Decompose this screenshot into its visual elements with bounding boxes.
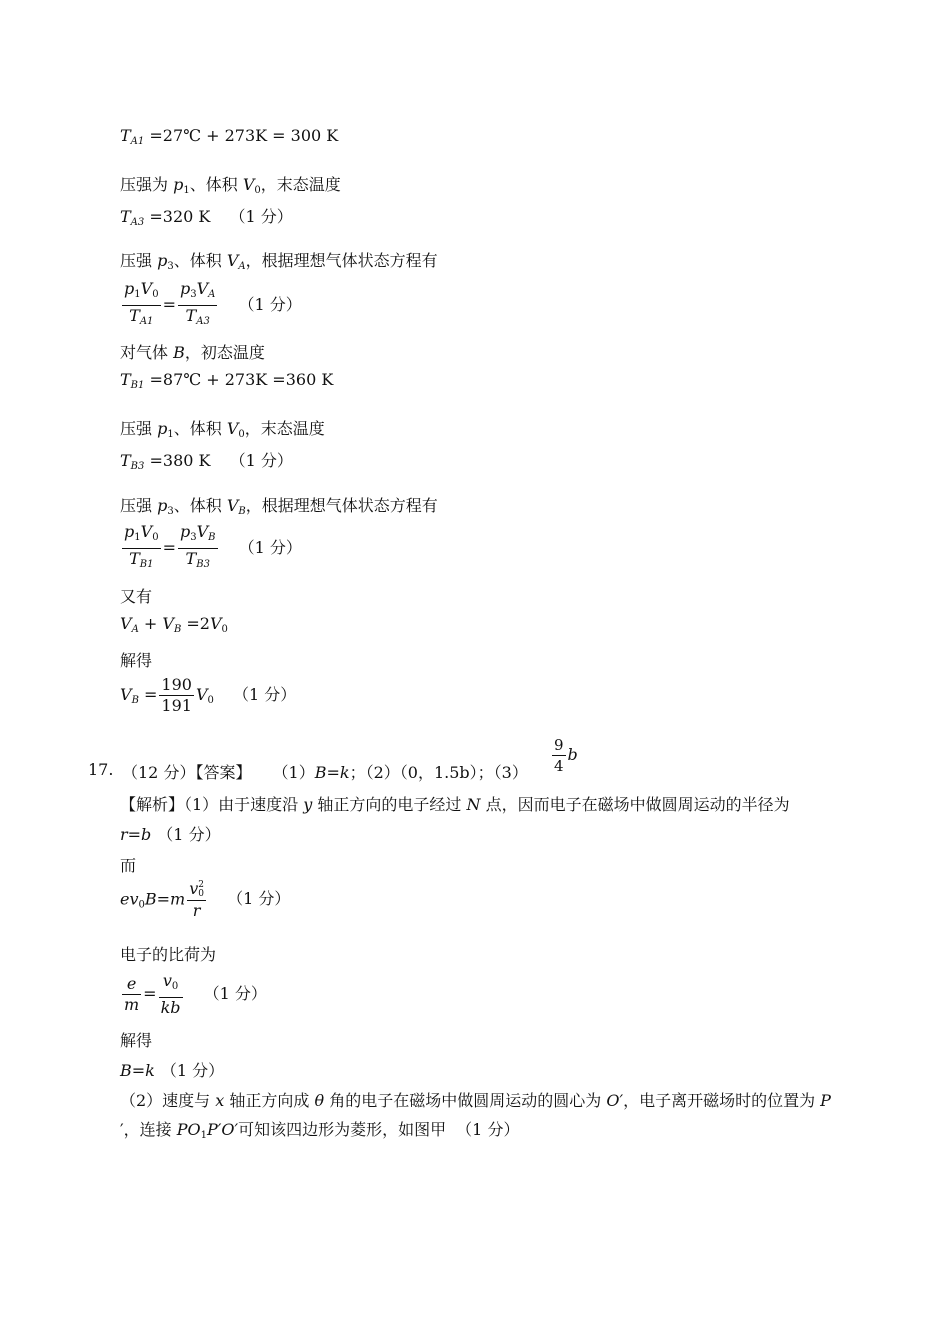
symbol-v: V [226,496,239,515]
symbol-v: V [120,614,132,633]
eq-tb1 [120,370,333,391]
fraction-right [178,280,217,331]
subscript: 1 [167,429,174,440]
subscript: 3 [167,261,174,272]
subscript: B1 [139,559,154,570]
subscript: 1 [134,289,141,300]
text: （2）速度与 [120,1091,216,1110]
text: ，电子离开磁场时的位置为 [623,1091,821,1110]
symbol-v: V [195,685,208,704]
text: ′，连接 [120,1120,177,1139]
score-label: （1 分） [203,984,267,1003]
denominator: kb [160,998,181,1017]
eq-r-b [120,822,221,845]
eq-tb1-value: =87℃ + 273K =360 K [149,370,334,389]
score-label: （1 分） [233,685,297,704]
subscript: 0 [254,185,261,196]
r-equals-b: r=b [120,825,152,844]
eq-ta1 [120,126,338,147]
symbol-t: T [120,451,131,470]
line-pressure-p3-a [120,248,438,272]
equals-two: =2 [186,614,210,633]
score-label: （1 分） [229,451,293,470]
symbol-v: V [209,614,222,633]
symbol-t: T [129,306,140,325]
text-jiede: 解得 [120,651,153,670]
score-label: （1 分） [238,295,302,314]
symbol-v: v [189,879,199,898]
text: 可知该四边形为菱形，如图甲 [238,1120,447,1139]
eq-ta1-value: =27℃ + 273K = 300 K [149,126,339,145]
symbol-n: N [466,795,481,814]
line-pressure-p1-a [120,172,341,196]
subscript: 0 [238,429,245,440]
subscript: 1 [134,532,141,543]
symbol-t: T [120,126,131,145]
text: ，末态温度 [244,419,325,438]
symbol-v: V [120,685,132,704]
denominator: r [192,900,201,920]
denominator: 4 [554,757,564,775]
text: 轴正方向的电子经过 [312,795,467,814]
symbol-v: V [140,279,153,298]
symbol-p: p [179,522,191,541]
symbol-v: V [162,614,174,633]
symbol-o-prime: O′ [606,1091,624,1110]
text: 、体积 [173,251,222,270]
subscript: 0 [207,695,214,706]
eq-state-a [120,280,302,331]
subscript: 3 [190,532,197,543]
text: 、体积 [173,496,222,515]
text-er: 而 [120,856,137,875]
symbol-t: T [185,549,197,568]
symbol-theta: θ [314,1091,325,1110]
score-label: （1 分） [157,825,221,844]
symbol-t: T [120,370,131,389]
text-youyou: 又有 [120,587,153,606]
symbol-b-eq-m: B=m [144,889,186,909]
fraction-e-m [122,975,141,1014]
text: 压强 [120,251,153,270]
text-jiede-2: 解得 [120,1031,153,1050]
score-label: （1 分） [160,1061,225,1080]
eq-charge-ratio [120,972,267,1017]
line-gas-b [120,340,265,363]
subscript: B3 [196,559,210,570]
subscript: 0 [138,899,145,911]
symbol-p: p [157,496,168,515]
subscript: A1 [139,316,154,327]
eq-tb3-value: =380 K [149,451,211,470]
score-label: （1 分） [456,1120,520,1139]
text: 轴正方向成 [224,1091,315,1110]
fraction-right [178,523,218,574]
subscript: 0 [221,624,228,635]
numerator: 9 [554,736,564,754]
subscript-a1: A1 [130,136,145,147]
symbol-x: x [215,1091,225,1110]
text: 点，因而电子在磁场中做圆周运动的半径为 [480,795,790,814]
subscript-b3: B3 [130,461,145,472]
fraction-190-191 [159,676,194,715]
subscript: A3 [196,316,210,327]
text: 、体积 [189,175,238,194]
symbol-y: y [303,795,313,814]
text: ，末态温度 [260,175,341,194]
fraction-v0-kb [159,972,183,1017]
eq-state-b [120,523,302,574]
answer-b-eq-k: B=k [314,763,350,782]
subscript: 0 [198,888,205,899]
fraction-left [122,523,161,574]
text: ，根据理想气体状态方程有 [245,496,438,515]
question-17-number: 17. [88,760,114,779]
text: 【解析】（1）由于速度沿 [120,795,304,814]
subscript: A [131,624,139,635]
subscript: B [208,532,216,543]
text: 压强为 [120,175,169,194]
eq-ta3-value: =320 K [149,207,211,226]
symbol-t: T [120,207,131,226]
eq-volume-sum [120,614,228,635]
symbol-t: T [185,306,197,325]
subscript: A [208,289,216,300]
text: （1） [272,763,315,782]
question-17-answer [122,760,528,783]
symbol-po: PO [176,1120,201,1139]
subscript: 0 [152,532,159,543]
text: 角的电子在磁场中做圆周运动的圆心为 [324,1091,607,1110]
text: ，根据理想气体状态方程有 [245,251,438,270]
subscript: 0 [171,981,179,992]
denominator: m [124,995,140,1014]
text: ，初态温度 [184,343,265,362]
symbol-v: V [242,175,255,194]
eq-b-k [120,1058,224,1081]
subscript: 3 [167,506,174,517]
subscript: B [131,695,139,706]
subscript-a3: A3 [130,217,145,228]
fraction-9-4-b [550,736,578,775]
part-2-line-1 [120,1088,831,1111]
analysis-paragraph-1 [120,792,790,815]
symbol-p: p [157,419,168,438]
superscript: 2 [198,879,205,890]
subscript-b1: B1 [130,380,145,391]
eq-vb-result [120,676,296,715]
subscript: 0 [152,289,159,300]
fraction-v2-r [187,880,206,920]
symbol-v: V [226,419,239,438]
text: ；（2）（0，1.5b）；（3） [349,763,528,782]
subscript: 1 [200,1130,207,1141]
line-pressure-p1-b [120,416,325,440]
symbol-v: V [196,522,209,541]
b-equals-k: B=k [120,1061,155,1080]
eq-tb3 [120,448,293,472]
symbol-p: P [820,1091,831,1110]
text: 压强 [120,496,153,515]
line-pressure-p3-b [120,493,438,517]
fraction-left [122,280,161,331]
answer-label: （12 分）【答案】 [122,763,252,782]
numerator: 190 [161,675,192,694]
subscript: B [238,506,246,517]
equals: = [162,538,176,557]
eq-ta3 [120,204,293,228]
subscript: 3 [190,289,197,300]
symbol-v: V [140,522,153,541]
plus: + [138,614,163,633]
symbol-p: p [157,251,168,270]
text-ratio: 电子的比荷为 [120,945,217,964]
subscript: A [238,261,246,272]
numerator: e [122,975,141,995]
symbol-p: p [124,522,135,541]
symbol-v: V [226,251,239,270]
equals: = [162,295,176,314]
subscript: B [173,624,182,635]
symbol-t: T [129,549,140,568]
score-label: （1 分） [238,538,302,557]
text: 、体积 [173,419,222,438]
text: 对气体 [120,343,174,362]
score-label: （1 分） [229,207,293,226]
denominator: 191 [161,696,192,715]
eq-lorentz [120,880,290,920]
part-2-line-2 [120,1117,519,1141]
symbol-ev: ev [120,889,139,909]
symbol-p: p [179,279,191,298]
score-label: （1 分） [227,889,291,909]
symbol-v: V [196,279,209,298]
subscript: 1 [183,185,190,196]
symbol-b: B [173,343,185,362]
symbol-v: v [162,971,172,990]
symbol-b: b [567,745,578,764]
equals: = [144,685,158,704]
equals: = [143,984,157,1003]
symbol-p: p [173,175,184,194]
text: 压强 [120,419,153,438]
symbol-p: p [124,279,135,298]
symbol-p-o-prime: P′O′ [207,1120,239,1139]
